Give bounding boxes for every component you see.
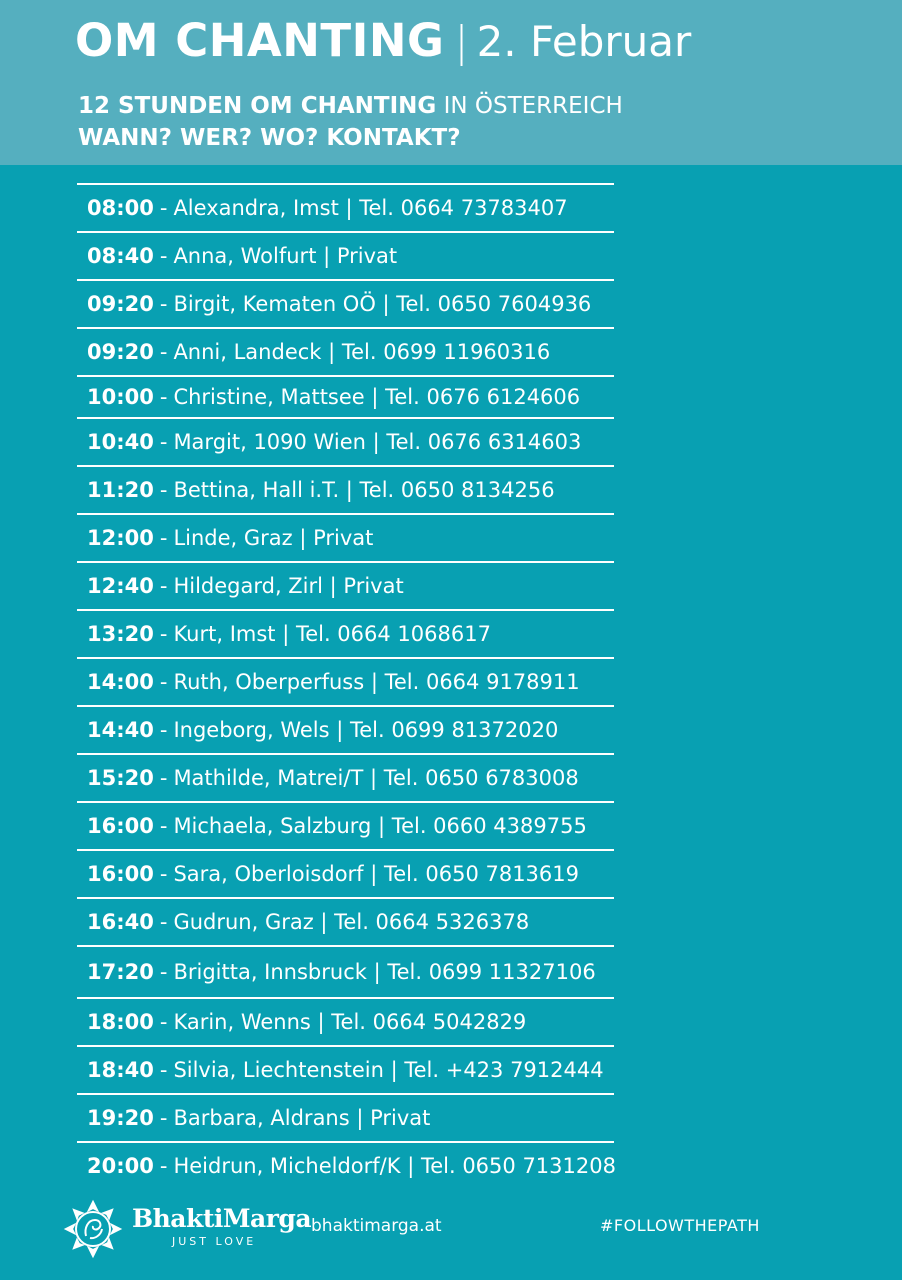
subtitle-line-2: WANN? WER? WO? KONTAKT? — [78, 125, 461, 151]
row-dash: - — [159, 574, 168, 598]
row-details: Karin, Wenns | Tel. 0664 5042829 — [173, 1010, 527, 1034]
title-main: OM CHANTING — [75, 14, 445, 67]
schedule-row — [77, 563, 614, 609]
schedule-row — [77, 281, 614, 327]
row-details: Anna, Wolfurt | Privat — [173, 244, 398, 268]
subtitle-rest: IN ÖSTERREICH — [436, 93, 623, 119]
row-time: 10:00 — [87, 385, 154, 409]
schedule-row — [77, 515, 614, 561]
schedule-row — [77, 851, 614, 897]
schedule-row — [77, 899, 614, 945]
row-details: Brigitta, Innsbruck | Tel. 0699 11327106 — [173, 960, 596, 984]
row-dash: - — [159, 1010, 168, 1034]
row-dash: - — [159, 340, 168, 364]
row-time: 18:00 — [87, 1010, 154, 1034]
row-time: 16:00 — [87, 862, 154, 886]
schedule-row — [77, 803, 614, 849]
bhaktimarga-logo-icon — [62, 1198, 124, 1260]
row-details: Hildegard, Zirl | Privat — [173, 574, 404, 598]
title-date: 2. Februar — [476, 17, 692, 66]
row-time: 14:00 — [87, 670, 154, 694]
row-dash: - — [159, 244, 168, 268]
schedule-row — [77, 707, 614, 753]
subtitle-bold: 12 STUNDEN OM CHANTING — [78, 93, 437, 119]
schedule-row — [77, 999, 614, 1045]
schedule-list — [77, 183, 614, 1189]
row-time: 18:40 — [87, 1058, 154, 1082]
website-link[interactable]: bhaktimarga.at — [311, 1216, 442, 1236]
row-details: Alexandra, Imst | Tel. 0664 73783407 — [173, 196, 568, 220]
logo-wordmark: BhaktiMarga — [132, 1204, 312, 1233]
row-time: 20:00 — [87, 1154, 154, 1178]
row-details: Birgit, Kematen OÖ | Tel. 0650 7604936 — [173, 292, 592, 316]
row-time: 13:20 — [87, 622, 154, 646]
row-dash: - — [159, 910, 168, 934]
row-time: 16:00 — [87, 814, 154, 838]
schedule-row — [77, 659, 614, 705]
row-time: 14:40 — [87, 718, 154, 742]
row-details: Heidrun, Micheldorf/K | Tel. 0650 7131208 — [173, 1154, 616, 1178]
row-time: 17:20 — [87, 960, 154, 984]
subtitle — [78, 90, 623, 154]
row-time: 08:00 — [87, 196, 154, 220]
row-details: Anni, Landeck | Tel. 0699 11960316 — [173, 340, 551, 364]
row-dash: - — [159, 196, 168, 220]
row-time: 16:40 — [87, 910, 154, 934]
row-time: 19:20 — [87, 1106, 154, 1130]
page-title — [75, 14, 691, 67]
footer — [0, 1190, 902, 1260]
row-details: Sara, Oberloisdorf | Tel. 0650 7813619 — [173, 862, 579, 886]
row-dash: - — [159, 814, 168, 838]
row-details: Linde, Graz | Privat — [173, 526, 374, 550]
schedule-row — [77, 467, 614, 513]
row-dash: - — [159, 622, 168, 646]
schedule-row — [77, 185, 614, 231]
header-band — [0, 0, 902, 165]
schedule-row — [77, 611, 614, 657]
row-time: 12:40 — [87, 574, 154, 598]
row-details: Margit, 1090 Wien | Tel. 0676 6314603 — [173, 430, 582, 454]
row-details: Ingeborg, Wels | Tel. 0699 81372020 — [173, 718, 559, 742]
subtitle-line-1 — [78, 90, 623, 122]
row-time: 10:40 — [87, 430, 154, 454]
row-details: Kurt, Imst | Tel. 0664 1068617 — [173, 622, 491, 646]
row-details: Gudrun, Graz | Tel. 0664 5326378 — [173, 910, 530, 934]
row-details: Bettina, Hall i.T. | Tel. 0650 8134256 — [173, 478, 555, 502]
row-dash: - — [159, 1106, 168, 1130]
row-details: Silvia, Liechtenstein | Tel. +423 7912444 — [173, 1058, 604, 1082]
schedule-row — [77, 1095, 614, 1141]
schedule-row — [77, 233, 614, 279]
schedule-row — [77, 947, 614, 997]
schedule-row — [77, 1047, 614, 1093]
schedule-row — [77, 329, 614, 375]
row-dash: - — [159, 862, 168, 886]
schedule-row — [77, 419, 614, 465]
row-time: 11:20 — [87, 478, 154, 502]
row-dash: - — [159, 960, 168, 984]
row-details: Ruth, Oberperfuss | Tel. 0664 9178911 — [173, 670, 580, 694]
row-details: Mathilde, Matrei/T | Tel. 0650 6783008 — [173, 766, 579, 790]
hashtag: #FOLLOWTHEPATH — [600, 1216, 760, 1235]
row-details: Christine, Mattsee | Tel. 0676 6124606 — [173, 385, 581, 409]
row-time: 12:00 — [87, 526, 154, 550]
row-dash: - — [159, 1058, 168, 1082]
row-dash: - — [159, 670, 168, 694]
row-time: 09:20 — [87, 340, 154, 364]
row-dash: - — [159, 430, 168, 454]
logo-tagline: JUST LOVE — [172, 1235, 257, 1248]
row-dash: - — [159, 478, 168, 502]
row-dash: - — [159, 292, 168, 316]
row-dash: - — [159, 385, 168, 409]
row-time: 08:40 — [87, 244, 154, 268]
row-time: 15:20 — [87, 766, 154, 790]
row-dash: - — [159, 718, 168, 742]
row-dash: - — [159, 766, 168, 790]
row-details: Barbara, Aldrans | Privat — [173, 1106, 431, 1130]
row-dash: - — [159, 526, 168, 550]
schedule-row — [77, 755, 614, 801]
row-time: 09:20 — [87, 292, 154, 316]
schedule-row — [77, 1143, 614, 1189]
row-details: Michaela, Salzburg | Tel. 0660 4389755 — [173, 814, 587, 838]
schedule-row — [77, 377, 614, 417]
title-separator: | — [454, 17, 469, 66]
row-dash: - — [159, 1154, 168, 1178]
